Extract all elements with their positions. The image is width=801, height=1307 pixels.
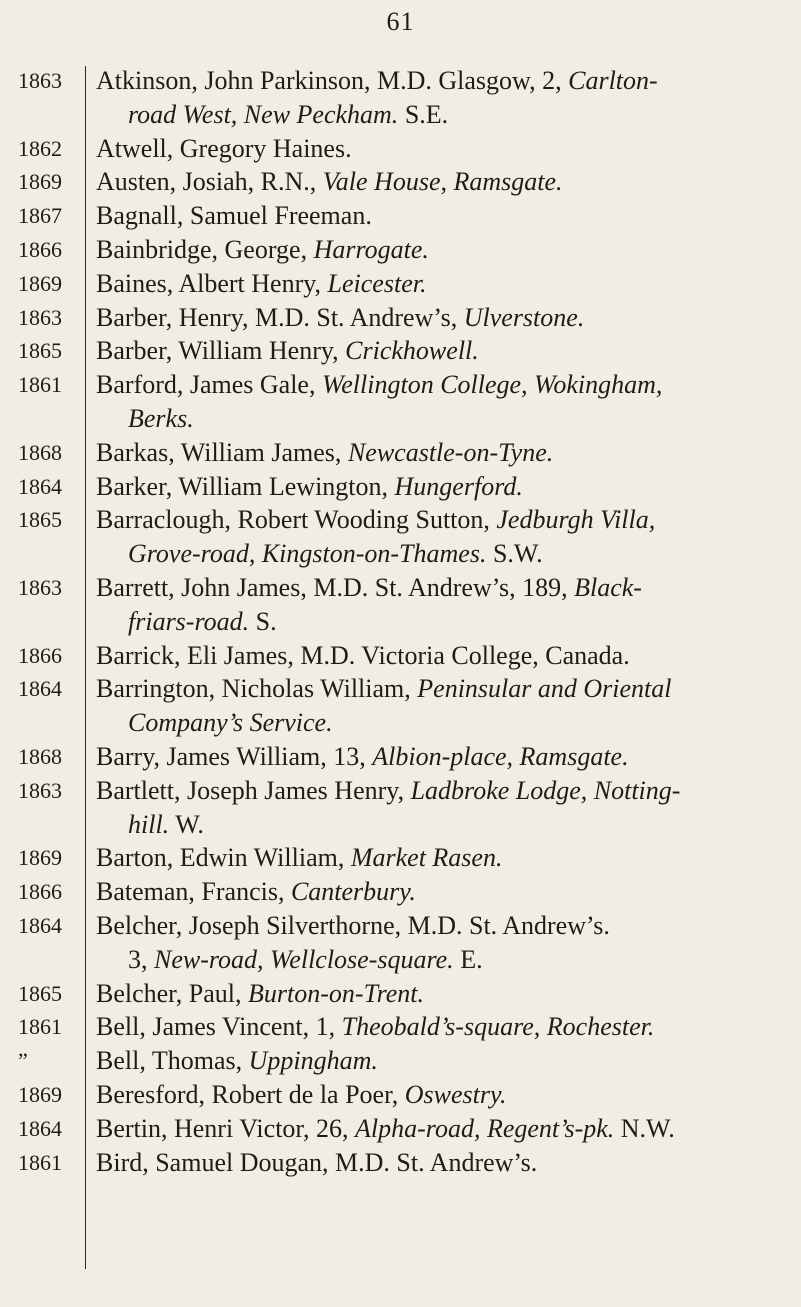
entry-continuation-line	[96, 537, 786, 571]
address-text: Theobald’s-square, Rochester.	[341, 1012, 655, 1042]
entry-line	[96, 977, 786, 1011]
name-text: Belcher, Paul,	[96, 978, 249, 1008]
entry-line	[96, 875, 786, 909]
member-entry	[90, 199, 786, 233]
name-text: Barber, Henry, M.D. St. Andrew’s,	[96, 302, 464, 332]
list-item	[0, 267, 801, 301]
name-text: Austen, Josiah, R.N.,	[96, 167, 323, 197]
entry-line	[96, 1044, 786, 1078]
name-text: Bartlett, Joseph James Henry,	[96, 775, 411, 805]
address-text: Wellington College, Wokingham,	[321, 370, 663, 400]
name-text: Barford, James Gale,	[96, 370, 322, 400]
address-text: Carlton-	[568, 66, 658, 95]
election-year: 1864	[18, 473, 62, 499]
address-text: Oswestry.	[404, 1079, 507, 1109]
name-text: Barber, William Henry,	[96, 336, 346, 366]
entry-line	[96, 334, 786, 368]
address-text: Harrogate.	[313, 234, 429, 264]
name-text: Barkas, William James,	[96, 437, 348, 467]
list-item	[0, 1112, 801, 1146]
address-text: Peninsular and Oriental	[417, 674, 672, 704]
address-text: Black-	[574, 572, 642, 602]
member-entry	[90, 1044, 786, 1078]
address-text: Leicester.	[327, 268, 427, 298]
member-entry	[90, 132, 786, 166]
entry-line	[96, 301, 786, 335]
address-text: Berks.	[128, 403, 194, 433]
name-text: Bateman, Francis,	[96, 877, 291, 907]
page-number: 61	[386, 7, 415, 36]
address-text: Albion-place, Ramsgate.	[372, 741, 629, 771]
member-entry	[90, 368, 786, 436]
election-year: 1867	[18, 203, 62, 229]
address-text: road West, New Peckham.	[128, 99, 399, 129]
election-year: 1861	[18, 372, 62, 398]
list-item	[0, 774, 801, 842]
entry-line	[96, 368, 786, 402]
name-text: Bell, James Vincent, 1,	[96, 1012, 342, 1042]
entry-line	[96, 267, 786, 301]
election-year: 1864	[18, 676, 62, 702]
list-item	[0, 1146, 801, 1180]
list-item	[0, 977, 801, 1011]
entry-line	[96, 841, 786, 875]
entry-line	[96, 132, 786, 166]
address-text: Market Rasen.	[350, 843, 503, 873]
list-item	[0, 571, 801, 639]
entry-continuation-line	[96, 98, 786, 132]
election-year: 1869	[18, 1081, 62, 1107]
entry-continuation-line	[96, 605, 786, 639]
entry-line	[96, 64, 786, 98]
name-text: Bainbridge, George,	[96, 234, 314, 264]
election-year: 1864	[18, 912, 62, 938]
election-year: 1866	[18, 642, 62, 668]
list-item	[0, 639, 801, 673]
list-item	[0, 436, 801, 470]
member-entry	[90, 436, 786, 470]
member-entry	[90, 64, 786, 132]
name-text: Barrick, Eli James, M.D. Victoria College, Canada.	[96, 640, 630, 670]
address-text: Canterbury.	[290, 877, 416, 907]
election-year: 1868	[18, 439, 62, 465]
election-year: 1863	[18, 68, 62, 93]
entry-line	[96, 571, 786, 605]
entry-line	[96, 1010, 786, 1044]
name-text: Bertin, Henri Victor, 26,	[96, 1113, 356, 1143]
name-text: Bell, Thomas,	[96, 1046, 249, 1076]
name-text: Atkinson, John Parkinson, M.D. Glasgow, 2,	[96, 66, 569, 95]
member-entry	[90, 672, 786, 740]
address-text: Hungerford.	[394, 471, 523, 501]
list-item	[0, 875, 801, 909]
entry-line	[96, 774, 786, 808]
election-year: 1868	[18, 743, 62, 769]
entry-continuation-line	[96, 808, 786, 842]
election-year: 1866	[18, 236, 62, 262]
election-year: 1863	[18, 777, 62, 803]
list-item	[0, 368, 801, 436]
election-year: 1864	[18, 1115, 62, 1141]
election-year: 1861	[18, 1149, 62, 1175]
list-item	[0, 909, 801, 977]
election-year: 1866	[18, 879, 62, 905]
name-text: Barrington, Nicholas William,	[96, 674, 418, 704]
member-entry	[90, 470, 786, 504]
entry-line	[96, 909, 786, 943]
name-text: N.W.	[614, 1113, 675, 1143]
entry-continuation-line	[96, 943, 786, 977]
list-item	[0, 165, 801, 199]
address-text: Jedburgh Villa,	[496, 505, 656, 535]
list-item	[0, 301, 801, 335]
address-text: New-road, Wellclose-square.	[154, 944, 454, 974]
entry-line	[96, 199, 786, 233]
address-text: Alpha-road, Regent’s-pk.	[355, 1113, 615, 1143]
member-entry	[90, 503, 786, 571]
address-text: Vale House, Ramsgate.	[322, 167, 563, 197]
member-entry	[90, 977, 786, 1011]
election-year: 1862	[18, 135, 62, 161]
member-entry	[90, 1146, 786, 1180]
list-item	[0, 132, 801, 166]
address-text: Uppingham.	[248, 1046, 378, 1076]
name-text: W.	[169, 809, 204, 839]
name-text: Barrett, John James, M.D. St. Andrew’s, 189,	[96, 572, 575, 602]
address-text: hill.	[128, 809, 170, 839]
name-text: Bird, Samuel Dougan, M.D. St. Andrew’s.	[96, 1147, 538, 1177]
name-text: S.E.	[398, 99, 449, 129]
member-entry	[90, 301, 786, 335]
address-text: Newcastle-on-Tyne.	[347, 437, 554, 467]
entry-line	[96, 672, 786, 706]
name-text: S.W.	[486, 539, 543, 569]
election-year: 1869	[18, 169, 62, 195]
entry-line	[96, 436, 786, 470]
entry-line	[96, 165, 786, 199]
list-item	[0, 470, 801, 504]
election-year: 1869	[18, 845, 62, 871]
name-text: Barraclough, Robert Wooding Sutton,	[96, 505, 497, 535]
member-entry	[90, 1078, 786, 1112]
entry-line	[96, 639, 786, 673]
member-entry	[90, 909, 786, 977]
list-item	[0, 1078, 801, 1112]
entry-line	[96, 740, 786, 774]
address-text: Company’s Service.	[128, 708, 333, 738]
name-text: Bagnall, Samuel Freeman.	[96, 201, 372, 231]
election-year: 1869	[18, 270, 62, 296]
member-entry	[90, 1010, 786, 1044]
list-item	[0, 672, 801, 740]
name-text: Baines, Albert Henry,	[96, 268, 328, 298]
member-entry	[90, 740, 786, 774]
entry-line	[96, 470, 786, 504]
name-text: Belcher, Joseph Silverthorne, M.D. St. Andrew’s.	[96, 910, 610, 940]
member-entry	[90, 1112, 786, 1146]
list-item	[0, 841, 801, 875]
name-text: E.	[453, 944, 483, 974]
address-text: Ulverstone.	[463, 302, 585, 332]
list-item	[0, 1010, 801, 1044]
name-text: Barry, James William, 13,	[96, 741, 373, 771]
address-text: Burton-on-Trent.	[248, 978, 425, 1008]
list-item	[0, 740, 801, 774]
member-entry	[90, 571, 786, 639]
list-item	[0, 199, 801, 233]
member-entry	[90, 165, 786, 199]
list-item	[0, 64, 801, 132]
election-year: 1865	[18, 980, 62, 1006]
member-entry	[90, 639, 786, 673]
member-entry	[90, 233, 786, 267]
election-year: 1863	[18, 304, 62, 330]
entry-continuation-line	[96, 402, 786, 436]
list-item	[0, 503, 801, 571]
election-year: 1865	[18, 507, 62, 533]
list-item	[0, 233, 801, 267]
member-entry	[90, 267, 786, 301]
member-list	[0, 64, 801, 1179]
name-text: Barton, Edwin William,	[96, 843, 351, 873]
name-text: Beresford, Robert de la Poer,	[96, 1079, 405, 1109]
entry-continuation-line	[96, 706, 786, 740]
member-entry	[90, 334, 786, 368]
entry-line	[96, 233, 786, 267]
name-text: Barker, William Lewington,	[96, 471, 395, 501]
election-year: 1865	[18, 338, 62, 364]
member-entry	[90, 774, 786, 842]
address-text: friars-road.	[128, 606, 250, 636]
name-text: Atwell, Gregory Haines.	[96, 133, 352, 163]
election-year: 1861	[18, 1014, 62, 1040]
election-year: 1863	[18, 574, 62, 600]
entry-line	[96, 1112, 786, 1146]
address-text: Grove-road, Kingston-on-Thames.	[128, 539, 487, 569]
election-year: ”	[18, 1048, 28, 1074]
member-entry	[90, 875, 786, 909]
list-item	[0, 1044, 801, 1078]
address-text: Crickhowell.	[345, 336, 479, 366]
entry-line	[96, 503, 786, 537]
entry-line	[96, 1146, 786, 1180]
address-text: Ladbroke Lodge, Notting-	[410, 775, 681, 805]
member-entry	[90, 841, 786, 875]
list-item	[0, 334, 801, 368]
name-text: S.	[249, 606, 277, 636]
entry-line	[96, 1078, 786, 1112]
name-text: 3,	[128, 944, 154, 974]
